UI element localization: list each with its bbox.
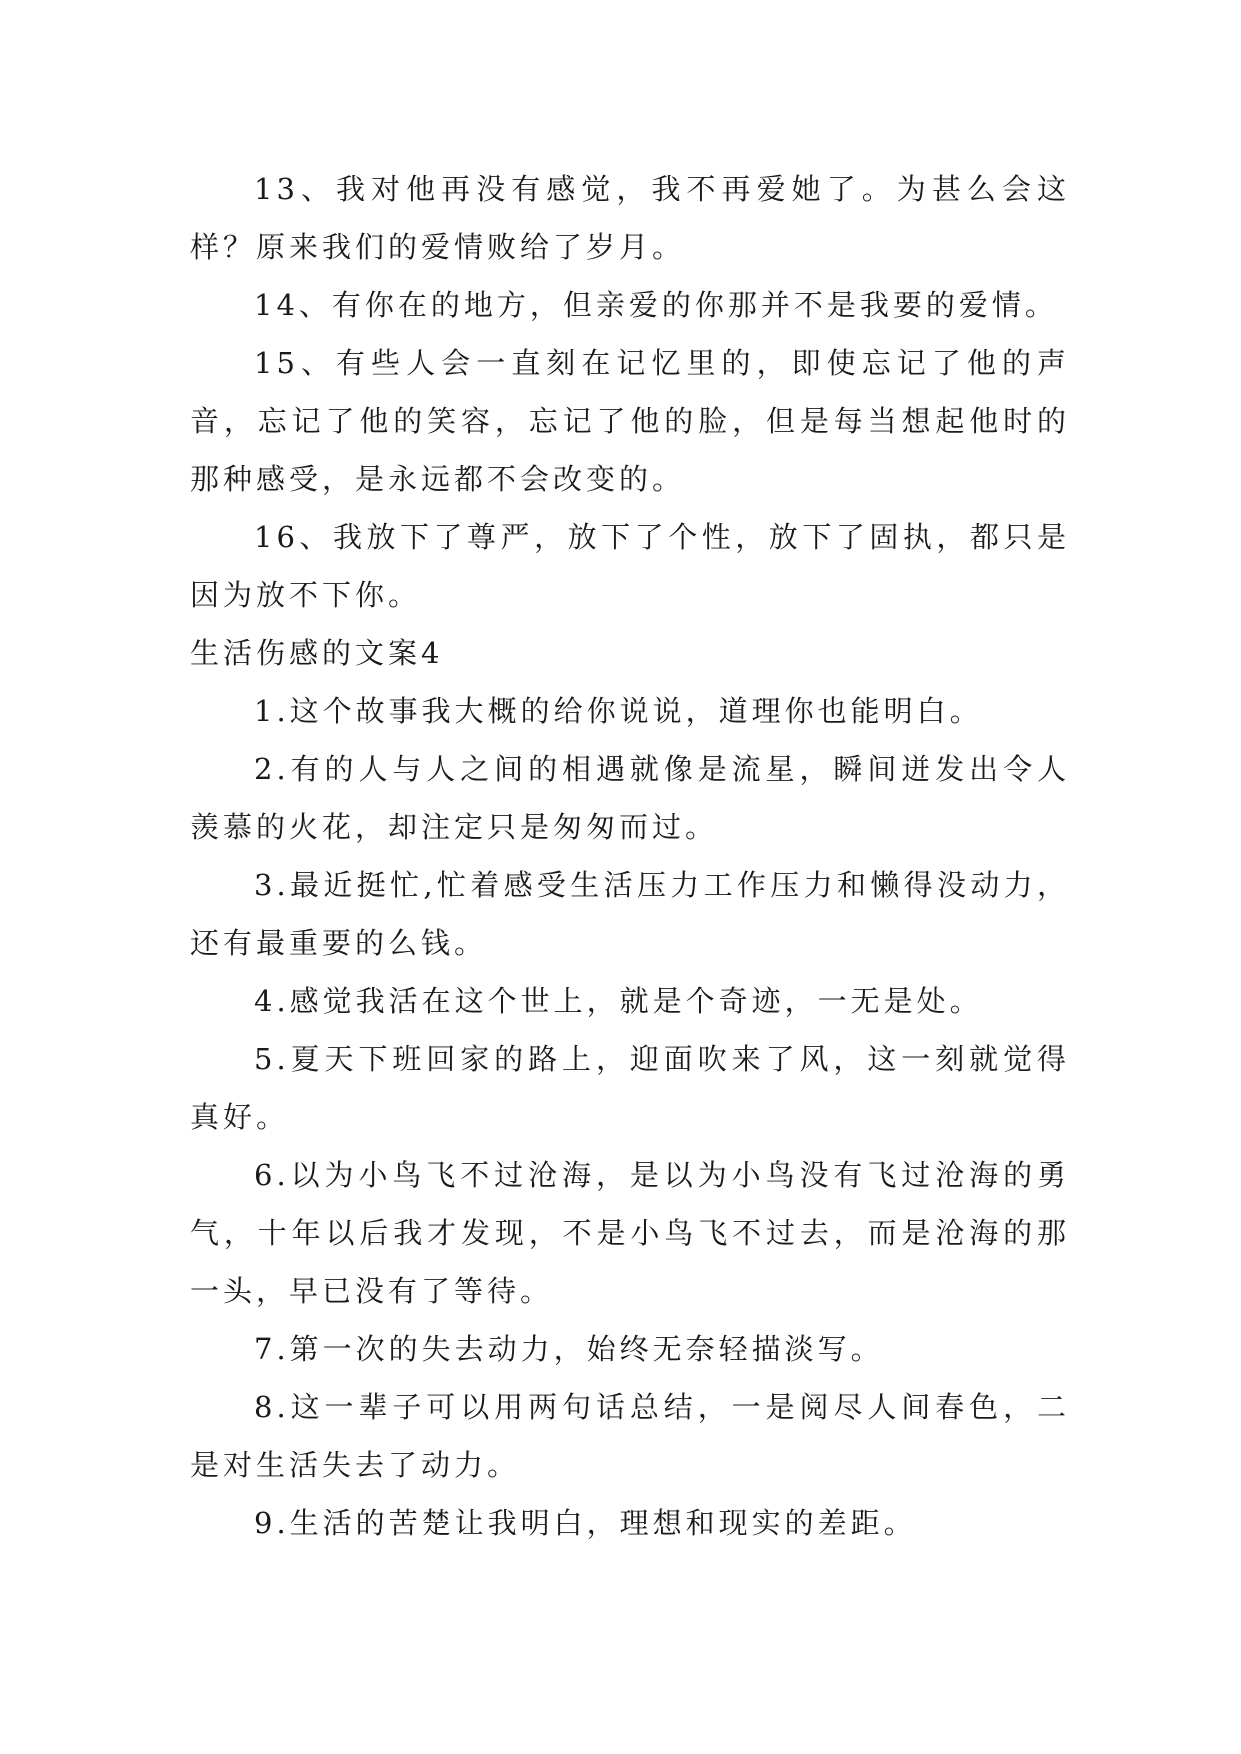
paragraph-6: 6.以为小鸟飞不过沧海，是以为小鸟没有飞过沧海的勇气，十年以后我才发现，不是小鸟飞不过去，而是沧海的那一头，早已没有了等待。	[190, 1158, 1070, 1308]
paragraph-5: 5.夏天下班回家的路上，迎面吹来了风，这一刻就觉得真好。	[190, 1042, 1070, 1134]
paragraph-1: 1.这个故事我大概的给你说说，道理你也能明白。	[254, 694, 983, 728]
paragraph-2: 2.有的人与人之间的相遇就像是流星，瞬间迸发出令人羡慕的火花，却注定只是匆匆而过。	[190, 752, 1070, 844]
paragraph-16: 16、我放下了尊严，放下了个性，放下了固执，都只是因为放不下你。	[190, 520, 1070, 612]
paragraph-3: 3.最近挺忙,忙着感受生活压力工作压力和懒得没动力，还有最重要的么钱。	[190, 868, 1070, 960]
paragraph-4: 4.感觉我活在这个世上，就是个奇迹，一无是处。	[254, 984, 983, 1018]
document-body	[190, 160, 1070, 1552]
paragraph-8: 8.这一辈子可以用两句话总结，一是阅尽人间春色，二是对生活失去了动力。	[190, 1390, 1070, 1482]
section-heading: 生活伤感的文案4	[190, 636, 444, 670]
paragraph-7: 7.第一次的失去动力，始终无奈轻描淡写。	[254, 1332, 884, 1366]
paragraph-14: 14、有你在的地方，但亲爱的你那并不是我要的爱情。	[254, 288, 1058, 322]
paragraph-13: 13、我对他再没有感觉，我不再爱她了。为甚么会这样？原来我们的爱情败给了岁月。	[190, 172, 1070, 264]
paragraph-15: 15、有些人会一直刻在记忆里的，即使忘记了他的声音，忘记了他的笑容，忘记了他的脸，但是每当想起他时的那种感受，是永远都不会改变的。	[190, 346, 1070, 496]
paragraph-9: 9.生活的苦楚让我明白，理想和现实的差距。	[254, 1506, 917, 1540]
